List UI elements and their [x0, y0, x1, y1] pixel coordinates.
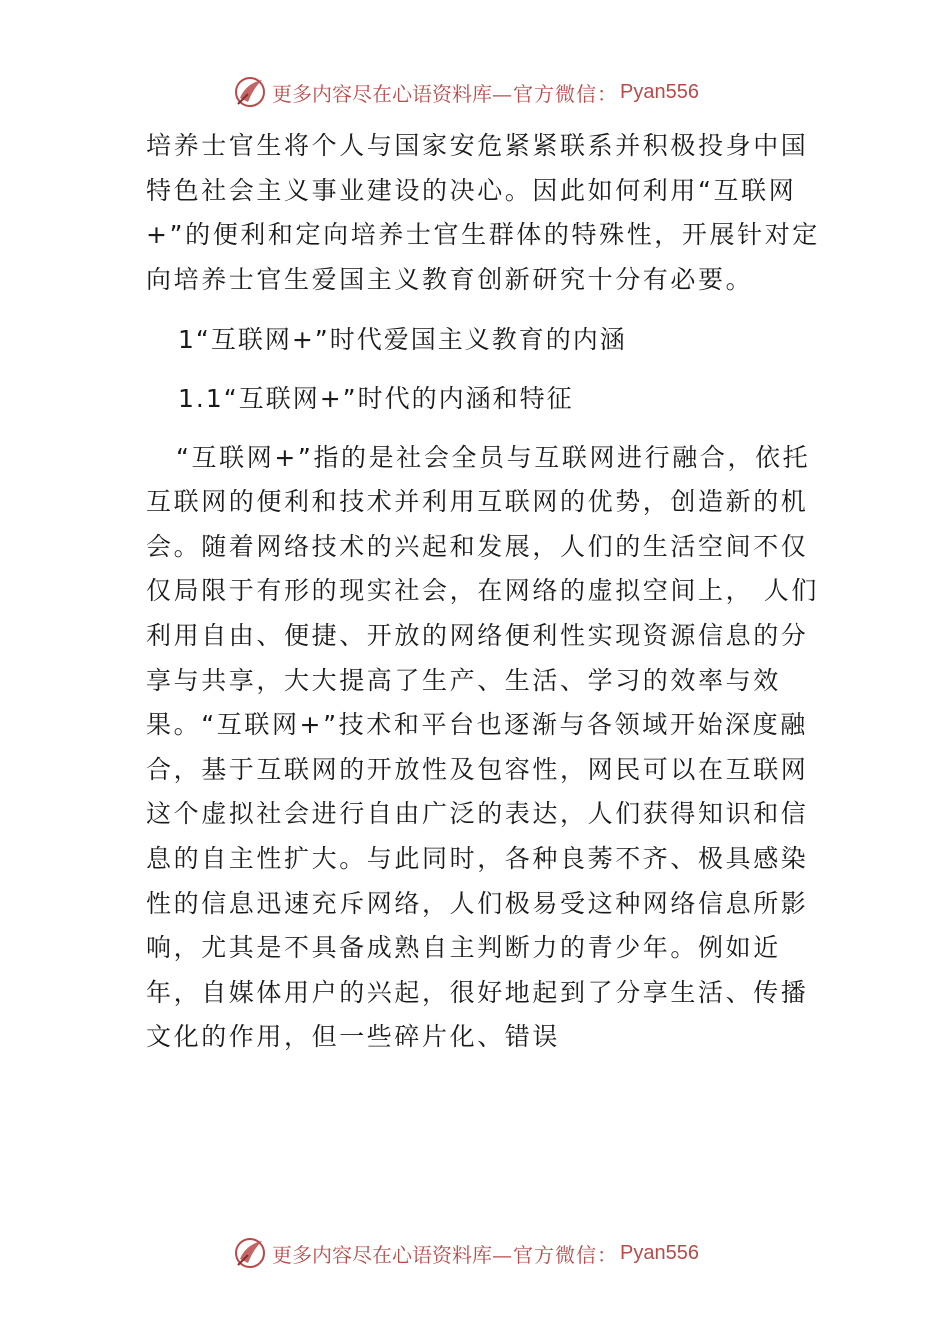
brand-logo-icon	[232, 1235, 268, 1271]
section-heading-1-1: 1.1“互联网+”时代的内涵和特征	[178, 383, 574, 413]
footer-watermark	[232, 1233, 732, 1273]
document-body	[146, 124, 826, 1060]
watermark-text: 更多内容尽在心语资料库	[272, 81, 492, 106]
body-paragraph: “互联网+”指的是社会全员与互联网进行融合，依托互联网的便利和技术并利用互联网的优势，创造新的机会。随着网络技术的兴起和发展，人们的生活空间不仅仅局限于有形的现实社会，在网络的虚拟空间上， 人们利用自由、便捷、开放的网络便利性实现资源信息的分享与共享，大大提高了生产、生活、学习的效率与效果。“互联网+”技术和平台也逐渐与各领域开始深度融合，基于互联网的开放性及包容性，网民可以在互联网这个虚拟社会进行自由广泛的表达，人们获得知识和信息的自主性扩大。与此同时，各种良莠不齐、极具感染性的信息迅速充斥网络，人们极易受这种网络信息所影响，尤其是不具备成熟自主判断力的青少年。例如近年，自媒体用户的兴起，很好地起到了分享生活、传播文化的作用，但一些碎片化、错误	[146, 442, 819, 1052]
header-watermark	[232, 72, 732, 112]
brand-logo-icon	[232, 74, 268, 110]
watermark-text: 更多内容尽在心语资料库	[272, 1242, 492, 1267]
section-heading-1: 1“互联网+”时代爱国主义教育的内涵	[178, 325, 627, 355]
watermark-wechat-id: Pyan556	[620, 80, 699, 103]
watermark-contact-label: —官方微信：	[492, 81, 618, 106]
intro-paragraph: 培养士官生将个人与国家安危紧紧联系并积极投身中国特色社会主义事业建设的决心。因此如何利用“互联网+”的便利和定向培养士官生群体的特殊性，开展针对定向培养士官生爱国主义教育创新研究十分有必要。	[146, 131, 820, 294]
watermark-wechat-id: Pyan556	[620, 1241, 699, 1264]
watermark-contact-label: —官方微信：	[492, 1242, 618, 1267]
